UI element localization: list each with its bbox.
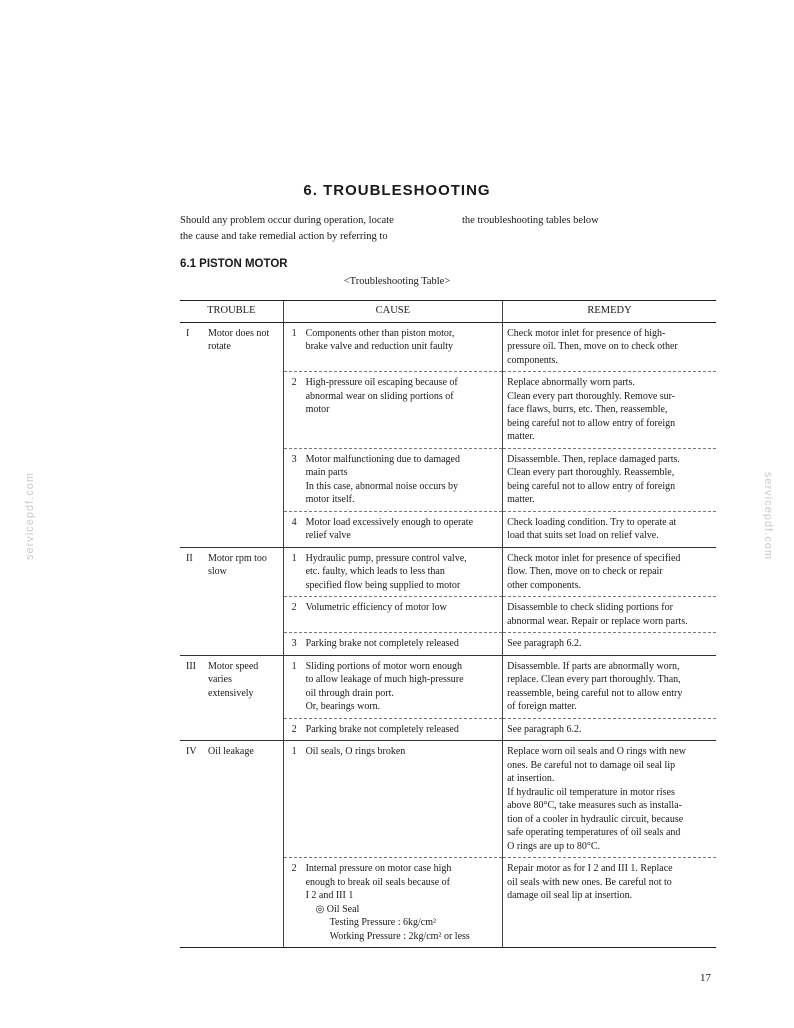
cause-line: Oil seals, O rings broken	[305, 746, 406, 757]
cause-text	[306, 660, 499, 714]
trouble-line: varies	[208, 674, 232, 685]
trouble-line: Motor does not	[208, 327, 270, 339]
trouble-cell	[180, 741, 283, 858]
remedy-cell	[503, 448, 716, 511]
cause-line: main parts	[305, 467, 348, 478]
trouble-cell	[180, 858, 283, 948]
cause-text	[306, 376, 499, 417]
remedy-line: being careful not to allow entry of foreign	[507, 417, 676, 429]
cause-line: motor	[305, 404, 330, 415]
table-body	[180, 322, 716, 948]
intro-right	[462, 213, 632, 229]
remedy-cell	[503, 655, 716, 718]
cause-line: I 2 and III 1	[305, 890, 354, 901]
header-remedy: REMEDY	[503, 301, 716, 323]
trouble-line: Motor rpm too	[208, 552, 267, 564]
table-row	[180, 372, 716, 449]
remedy-line: matter.	[507, 494, 535, 505]
cause-cell	[283, 448, 503, 511]
trouble-number: IV	[186, 746, 197, 757]
cause-text	[306, 601, 499, 615]
remedy-line: Clean every part thoroughly. Remove sur-	[507, 390, 676, 402]
table-row	[180, 633, 716, 656]
working-pressure: Working Pressure : 2kg/cm² or less	[329, 930, 470, 942]
watermark-right: servicepdf.com	[762, 472, 774, 560]
cause-line: Sliding portions of motor worn enough	[305, 660, 462, 672]
cause-cell	[283, 322, 503, 372]
cause-number: 2	[291, 602, 297, 613]
remedy-line: load that suits set load on relief valve.	[507, 530, 659, 541]
cause-number: 1	[291, 552, 297, 564]
remedy-line: Replace worn oil seals and O rings with new	[507, 746, 686, 757]
cause-line: High-pressure oil escaping because of	[305, 377, 458, 388]
table-row	[180, 322, 716, 372]
trouble-number: I	[186, 327, 190, 339]
remedy-line: tion of a cooler in hydraulic circuit, because	[507, 813, 684, 825]
page-title: 6. TROUBLESHOOTING	[303, 182, 491, 199]
trouble-cell	[180, 718, 283, 741]
cause-line: brake valve and reduction unit faulty	[305, 341, 454, 352]
cause-cell	[283, 741, 503, 858]
intro-line-2: the cause and take remedial action by referring to	[180, 231, 388, 242]
cause-cell	[283, 858, 503, 948]
trouble-cell	[180, 448, 283, 511]
cause-line: Parking brake not completely released	[305, 723, 459, 735]
remedy-line: reassemble, being careful not to allow entry	[507, 687, 683, 699]
cause-line: Hydraulic pump, pressure control valve,	[305, 552, 467, 564]
cause-number: 2	[291, 723, 297, 735]
trouble-cell	[180, 511, 283, 547]
header-trouble: TROUBLE	[180, 301, 283, 323]
table-row	[180, 597, 716, 633]
remedy-cell	[503, 858, 716, 948]
oil-seal-spec-label: ◎ Oil Seal	[315, 903, 360, 915]
cause-text	[306, 552, 499, 593]
table-row	[180, 547, 716, 597]
intro-line-1: Should any problem occur during operation, locate	[180, 215, 394, 226]
remedy-line: O rings are up to 80°C.	[507, 840, 600, 852]
remedy-line: above 80°C, take measures such as installa-	[507, 800, 682, 811]
cause-line: relief valve	[305, 530, 351, 541]
remedy-line: Check loading condition. Try to operate at	[507, 516, 677, 528]
cause-line: abnormal wear on sliding portions of	[305, 390, 454, 402]
trouble-line: Motor speed	[208, 660, 259, 672]
remedy-cell	[503, 741, 716, 858]
trouble-cell	[180, 633, 283, 656]
remedy-cell	[503, 372, 716, 449]
cause-number: 1	[291, 746, 297, 757]
remedy-cell	[503, 322, 716, 372]
remedy-line: other components.	[507, 579, 581, 591]
cause-cell	[283, 718, 503, 741]
header-cause: CAUSE	[283, 301, 503, 323]
remedy-line: at insertion.	[507, 773, 555, 784]
cause-number: 4	[291, 516, 297, 528]
trouble-text	[208, 660, 279, 701]
trouble-line: rotate	[208, 341, 231, 352]
cause-line: to allow leakage of much high-pressure	[305, 674, 464, 685]
remedy-cell	[503, 718, 716, 741]
remedy-line: pressure oil. Then, move on to check other	[507, 341, 678, 352]
cause-text	[306, 516, 499, 543]
remedy-line: oil seals with new ones. Be careful not to	[507, 876, 672, 888]
table-row	[180, 511, 716, 547]
remedy-line: Disassemble. If parts are abnormally worn,	[507, 660, 680, 672]
remedy-line: damage oil seal lip at insertion.	[507, 890, 633, 901]
remedy-cell	[503, 547, 716, 597]
remedy-cell	[503, 633, 716, 656]
trouble-line: Oil leakage	[208, 746, 254, 757]
remedy-line: If hydraulic oil temperature in motor rises	[507, 786, 675, 798]
page-number: 17	[700, 972, 711, 984]
trouble-cell	[180, 547, 283, 597]
cause-line: etc. faulty, which leads to less than	[305, 566, 445, 577]
cause-number: 2	[291, 863, 297, 874]
intro-left	[180, 213, 455, 245]
cause-line: Components other than piston motor,	[305, 327, 455, 339]
table-row	[180, 655, 716, 718]
cause-line: Motor malfunctioning due to damaged	[305, 453, 460, 465]
trouble-cell	[180, 655, 283, 718]
cause-line: specified flow being supplied to motor	[305, 579, 461, 591]
remedy-line: See paragraph 6.2.	[507, 723, 582, 735]
cause-number: 3	[291, 638, 297, 649]
table-header-row	[180, 301, 716, 323]
watermark-left: servicepdf.com	[24, 472, 36, 560]
remedy-cell	[503, 597, 716, 633]
cause-cell	[283, 597, 503, 633]
cause-text	[306, 862, 499, 903]
cause-number: 3	[291, 453, 297, 465]
remedy-line: safe operating temperatures of oil seals and	[507, 827, 681, 838]
remedy-line: flow. Then, move on to check or repair	[507, 566, 663, 577]
cause-number: 2	[291, 377, 297, 388]
cause-text	[306, 453, 499, 507]
cause-cell	[283, 655, 503, 718]
trouble-line: extensively	[208, 687, 254, 699]
remedy-line: abnormal wear. Repair or replace worn parts.	[507, 615, 688, 627]
remedy-line: See paragraph 6.2.	[507, 638, 582, 649]
cause-line: oil through drain port.	[305, 687, 394, 699]
trouble-text	[208, 745, 279, 759]
table-row	[180, 741, 716, 858]
remedy-line: components.	[507, 354, 558, 366]
table-row	[180, 448, 716, 511]
cause-line: Parking brake not completely released	[305, 638, 459, 649]
remedy-line: of foreign matter.	[507, 701, 577, 712]
testing-pressure: Testing Pressure : 6kg/cm²	[329, 917, 437, 928]
cause-cell	[283, 633, 503, 656]
remedy-line: matter.	[507, 431, 535, 442]
remedy-line: ones. Be careful not to damage oil seal lip	[507, 759, 676, 771]
trouble-cell	[180, 597, 283, 633]
trouble-text	[208, 327, 279, 354]
trouble-number: III	[186, 660, 196, 672]
cause-line: Motor load excessively enough to operate	[305, 516, 474, 528]
cause-cell	[283, 372, 503, 449]
trouble-line: slow	[208, 566, 227, 577]
remedy-line: replace. Clean every part thoroughly. Than,	[507, 674, 681, 685]
table-caption: <Troubleshooting Table>	[343, 276, 451, 287]
remedy-line: being careful not to allow entry of foreign	[507, 480, 676, 492]
cause-line: Volumetric efficiency of motor low	[305, 602, 447, 613]
remedy-line: Clean every part thoroughly. Reassemble,	[507, 467, 675, 478]
cause-cell	[283, 547, 503, 597]
remedy-line: Check motor inlet for presence of specified	[507, 552, 681, 564]
remedy-line: Check motor inlet for presence of high-	[507, 327, 666, 339]
remedy-line: Repair motor as for I 2 and III 1. Replace	[507, 863, 673, 874]
remedy-line: Disassemble to check sliding portions for	[507, 602, 673, 613]
cause-text	[306, 327, 499, 354]
trouble-text	[208, 552, 279, 579]
cause-text	[306, 637, 499, 651]
cause-text	[306, 745, 499, 759]
trouble-cell	[180, 322, 283, 372]
cause-line: motor itself.	[305, 494, 355, 505]
remedy-line: Replace abnormally worn parts.	[507, 377, 635, 388]
remedy-cell	[503, 511, 716, 547]
cause-line: enough to break oil seals because of	[305, 876, 450, 888]
section-heading: 6.1 PISTON MOTOR	[180, 258, 288, 270]
remedy-line: Disassemble. Then, replace damaged parts.	[507, 453, 680, 465]
intro-line-3: the troubleshooting tables below	[462, 215, 599, 226]
cause-number: 1	[291, 660, 297, 672]
cause-number: 1	[291, 327, 297, 339]
table-row	[180, 858, 716, 948]
cause-text	[306, 723, 499, 737]
cause-line: In this case, abnormal noise occurs by	[305, 480, 459, 492]
table-row	[180, 718, 716, 741]
trouble-cell	[180, 372, 283, 449]
remedy-line: face flaws, burrs, etc. Then, reassemble,	[507, 404, 668, 415]
cause-cell	[283, 511, 503, 547]
cause-line: Internal pressure on motor case high	[305, 863, 452, 874]
cause-line: Or, bearings worn.	[305, 701, 381, 712]
troubleshooting-table	[180, 300, 716, 948]
trouble-number: II	[186, 552, 193, 564]
